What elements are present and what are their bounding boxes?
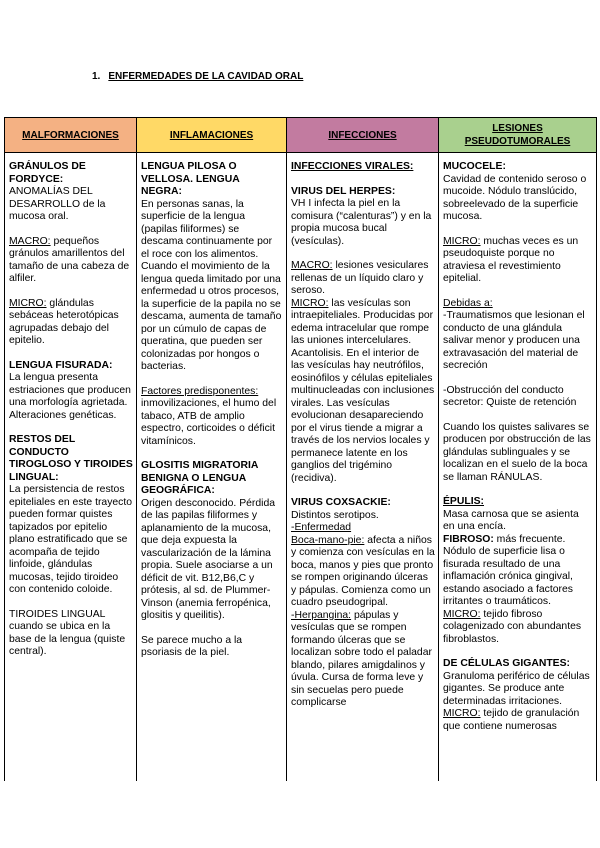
coxsackie-title: VIRUS COXSACKIE: — [291, 497, 391, 508]
title-number: 1. — [92, 71, 101, 82]
epulis-title: ÉPULIS: — [443, 496, 484, 507]
micro-text: las vesículas son intraepiteliales. Producidas por edema intracelular que rompe las uniones intercelulares. Acantolisis. En el interior de las vesículas hay neutrófilos, eosinófilos y células epiteliales multinucleadas con inclusiones virales. Las vesículas evolucionan desapareciendo por el virus tiende a migrar a través de los nervios locales y permanece latente en los ganglios del trigémino (recidiva). — [291, 297, 435, 484]
page-title — [92, 71, 303, 82]
tiroides-text: TIROIDES LINGUAL cuando se ubica en la base de la lengua (quiste central). — [9, 608, 126, 657]
cell-infecciones — [287, 153, 439, 782]
macro-text: pequeños gránulos amarillentos del tamaño de una cabeza de alfiler. — [9, 235, 130, 284]
fibroso-label: FIBROSO: — [443, 533, 494, 545]
micro-paragraph — [443, 236, 593, 286]
boca-text: afecta a niños y comienza con vesículas en la boca, manos y pies que pronto se rompen originando úlceras y pápulas. Comienza como un cuadro pseudogripal. — [291, 534, 435, 608]
micro-text: glándulas sebáceas heterotópicas agrupadas debajo del epitelio. — [9, 297, 119, 346]
header-inflamaciones: INFLAMACIONES — [137, 118, 287, 153]
micro-text: muchas veces es un pseudoquiste porque no atraviesa el revestimiento epitelial. — [443, 235, 579, 284]
herpes-text: VH I infecta la piel en la comisura (“calenturas”) y en la propia mucosa bucal (vesículas). — [291, 198, 432, 247]
gigantes-title: DE CÉLULAS GIGANTES: — [443, 658, 571, 669]
restos-text: La persistencia de restos epiteliales en este trayecto pueden formar quistes tapizados por epitelio plano estratificado que se acompaña de tejido linfoide, glándulas mucosas, tejido tiroideo con contenido coloide. — [9, 484, 133, 595]
table-header-row — [5, 118, 597, 153]
factores-label: Factores predisponentes: — [141, 385, 259, 397]
header-infecciones: INFECCIONES — [287, 118, 439, 153]
obstruccion-text: -Obstrucción del conducto secretor: Quiste de retención — [443, 384, 577, 408]
cell-malformaciones — [5, 153, 137, 782]
macro-label: MACRO: — [291, 260, 333, 271]
restos-title: RESTOS DEL CONDUCTO TIROGLOSO Y TIROIDES LINGUAL: — [9, 434, 133, 483]
pilosa-title: LENGUA PILOSA O VELLOSA. LENGUA NEGRA: — [141, 161, 240, 197]
debidas-text: -Traumatismos que lesionan el conducto de una glándula salivar menor y producen una extravasación del material de secreción — [443, 310, 585, 371]
gigantes-text: Granuloma periférico de células gigantes. Se produce ante determinadas irritaciones. — [443, 670, 590, 707]
micro2-paragraph — [443, 609, 593, 647]
disease-table — [4, 117, 597, 781]
micro-label: MICRO: — [443, 235, 481, 247]
factores-text: inmovilizaciones, el humo del tabaco, ATB de amplio espectro, corticoides o déficit vitamínicos. — [141, 398, 277, 447]
fordyce-title: GRÁNULOS DE FORDYCE: — [9, 161, 86, 185]
micro2-text: tejido fibroso colagenizado con abundantes fibroblastos. — [443, 608, 582, 645]
macro-paragraph — [9, 236, 133, 286]
pilosa-text: En personas sanas, la superficie de la lengua (papilas filiformes) se descama continuamente por el roce con los alimentos. Cuando el movimiento de la lengua queda limitado por una enfermedad u otros procesos, la superficie de la papila no se descama, aumenta de tamaño por un cúmulo de capas de queratina, que pueden ser colonizadas por hongos o bacterias. — [141, 198, 282, 372]
factores-paragraph — [141, 386, 283, 449]
micro-label: MICRO: — [9, 297, 47, 309]
herpangina-text: pápulas y vesículas que se rompen formando úlceras que se localizan sobre todo el paladar blando, pilares amigdalinos y úvula. Cursa de forma leve y sin secuelas pero puede complicarse — [291, 609, 432, 708]
fordyce-text: ANOMALÍAS DEL DESARROLLO de la mucosa oral. — [9, 186, 106, 222]
mucocele-text: Cavidad de contenido seroso o mucoide. Nódulo translúcido, sobreelevado de la superficie mucosa. — [443, 173, 587, 222]
micro-label: MICRO: — [291, 297, 329, 309]
debidas-label: Debidas a: — [443, 297, 493, 309]
cell-inflamaciones — [137, 153, 287, 782]
macro-paragraph — [291, 260, 435, 298]
cell-lesiones — [439, 153, 597, 782]
virales-title: INFECCIONES VIRALES: — [291, 161, 414, 172]
herpes-title: VIRUS DEL HERPES: — [291, 185, 396, 197]
fisurada-text: La lengua presenta estriaciones que producen una morfología agrietada. Alteraciones genéticas. — [9, 372, 131, 421]
micro3-label: MICRO: — [443, 708, 481, 719]
glositis-title: GLOSITIS MIGRATORIA BENIGNA O LENGUA GEOGRÁFICA: — [141, 460, 258, 496]
micro-paragraph — [291, 298, 435, 486]
title-text: ENFERMEDADES DE LA CAVIDAD ORAL — [108, 71, 304, 82]
macro-label: MACRO: — [9, 235, 51, 247]
macro-text: lesiones vesiculares rellenas de un líquido claro y seroso. — [291, 260, 429, 296]
header-lesiones: LESIONES PSEUDOTUMORALES — [439, 118, 597, 153]
micro2-label: MICRO: — [443, 608, 481, 620]
coxsackie-intro: Distintos serotipos. — [291, 509, 379, 521]
fibroso-paragraph — [443, 534, 593, 609]
micro3-paragraph — [443, 708, 593, 733]
micro3-text: tejido de granulación que contiene numerosas — [443, 708, 580, 732]
mucocele-title: MUCOCELE: — [443, 161, 506, 172]
header-malformaciones: MALFORMACIONES — [5, 118, 137, 153]
psoriasis-text: Se parece mucho a la psoriasis de la piel. — [141, 634, 243, 658]
epulis-text: Masa carnosa que se asienta en una encía. — [443, 508, 579, 532]
enfermedad-label: -Enfermedad — [291, 522, 352, 533]
micro-paragraph — [9, 298, 133, 348]
quistes-text: Cuando los quistes salivares se producen por obstrucción de las glándulas sublinguales y se localizan en el suelo de la boca se llaman RÁNULAS. — [443, 421, 591, 483]
fibroso-text: más frecuente. Nódulo de superficie lisa o fisurada resultado de una inflamación crónica gingival, estando asociado a factores irritantes o traumáticos. — [443, 533, 573, 607]
glositis-text: Origen desconocido. Pérdida de las papilas filiformes y aplanamiento de la mucosa, que deja expuesta la vascularización de la lámina propia. Suele asociarse a un déficit de vit. B12,B6,C y prótesis, al sd. de Plummer-Vinson (anemia ferropénica, glositis y queilitis). — [141, 497, 276, 621]
boca-label: Boca-mano-pie: — [291, 534, 365, 546]
herpangina-paragraph — [291, 610, 435, 710]
herpangina-label: -Herpangina: — [291, 609, 352, 621]
boca-paragraph — [291, 535, 435, 610]
table-body-row — [5, 153, 597, 782]
fisurada-title: LENGUA FISURADA: — [9, 359, 113, 371]
